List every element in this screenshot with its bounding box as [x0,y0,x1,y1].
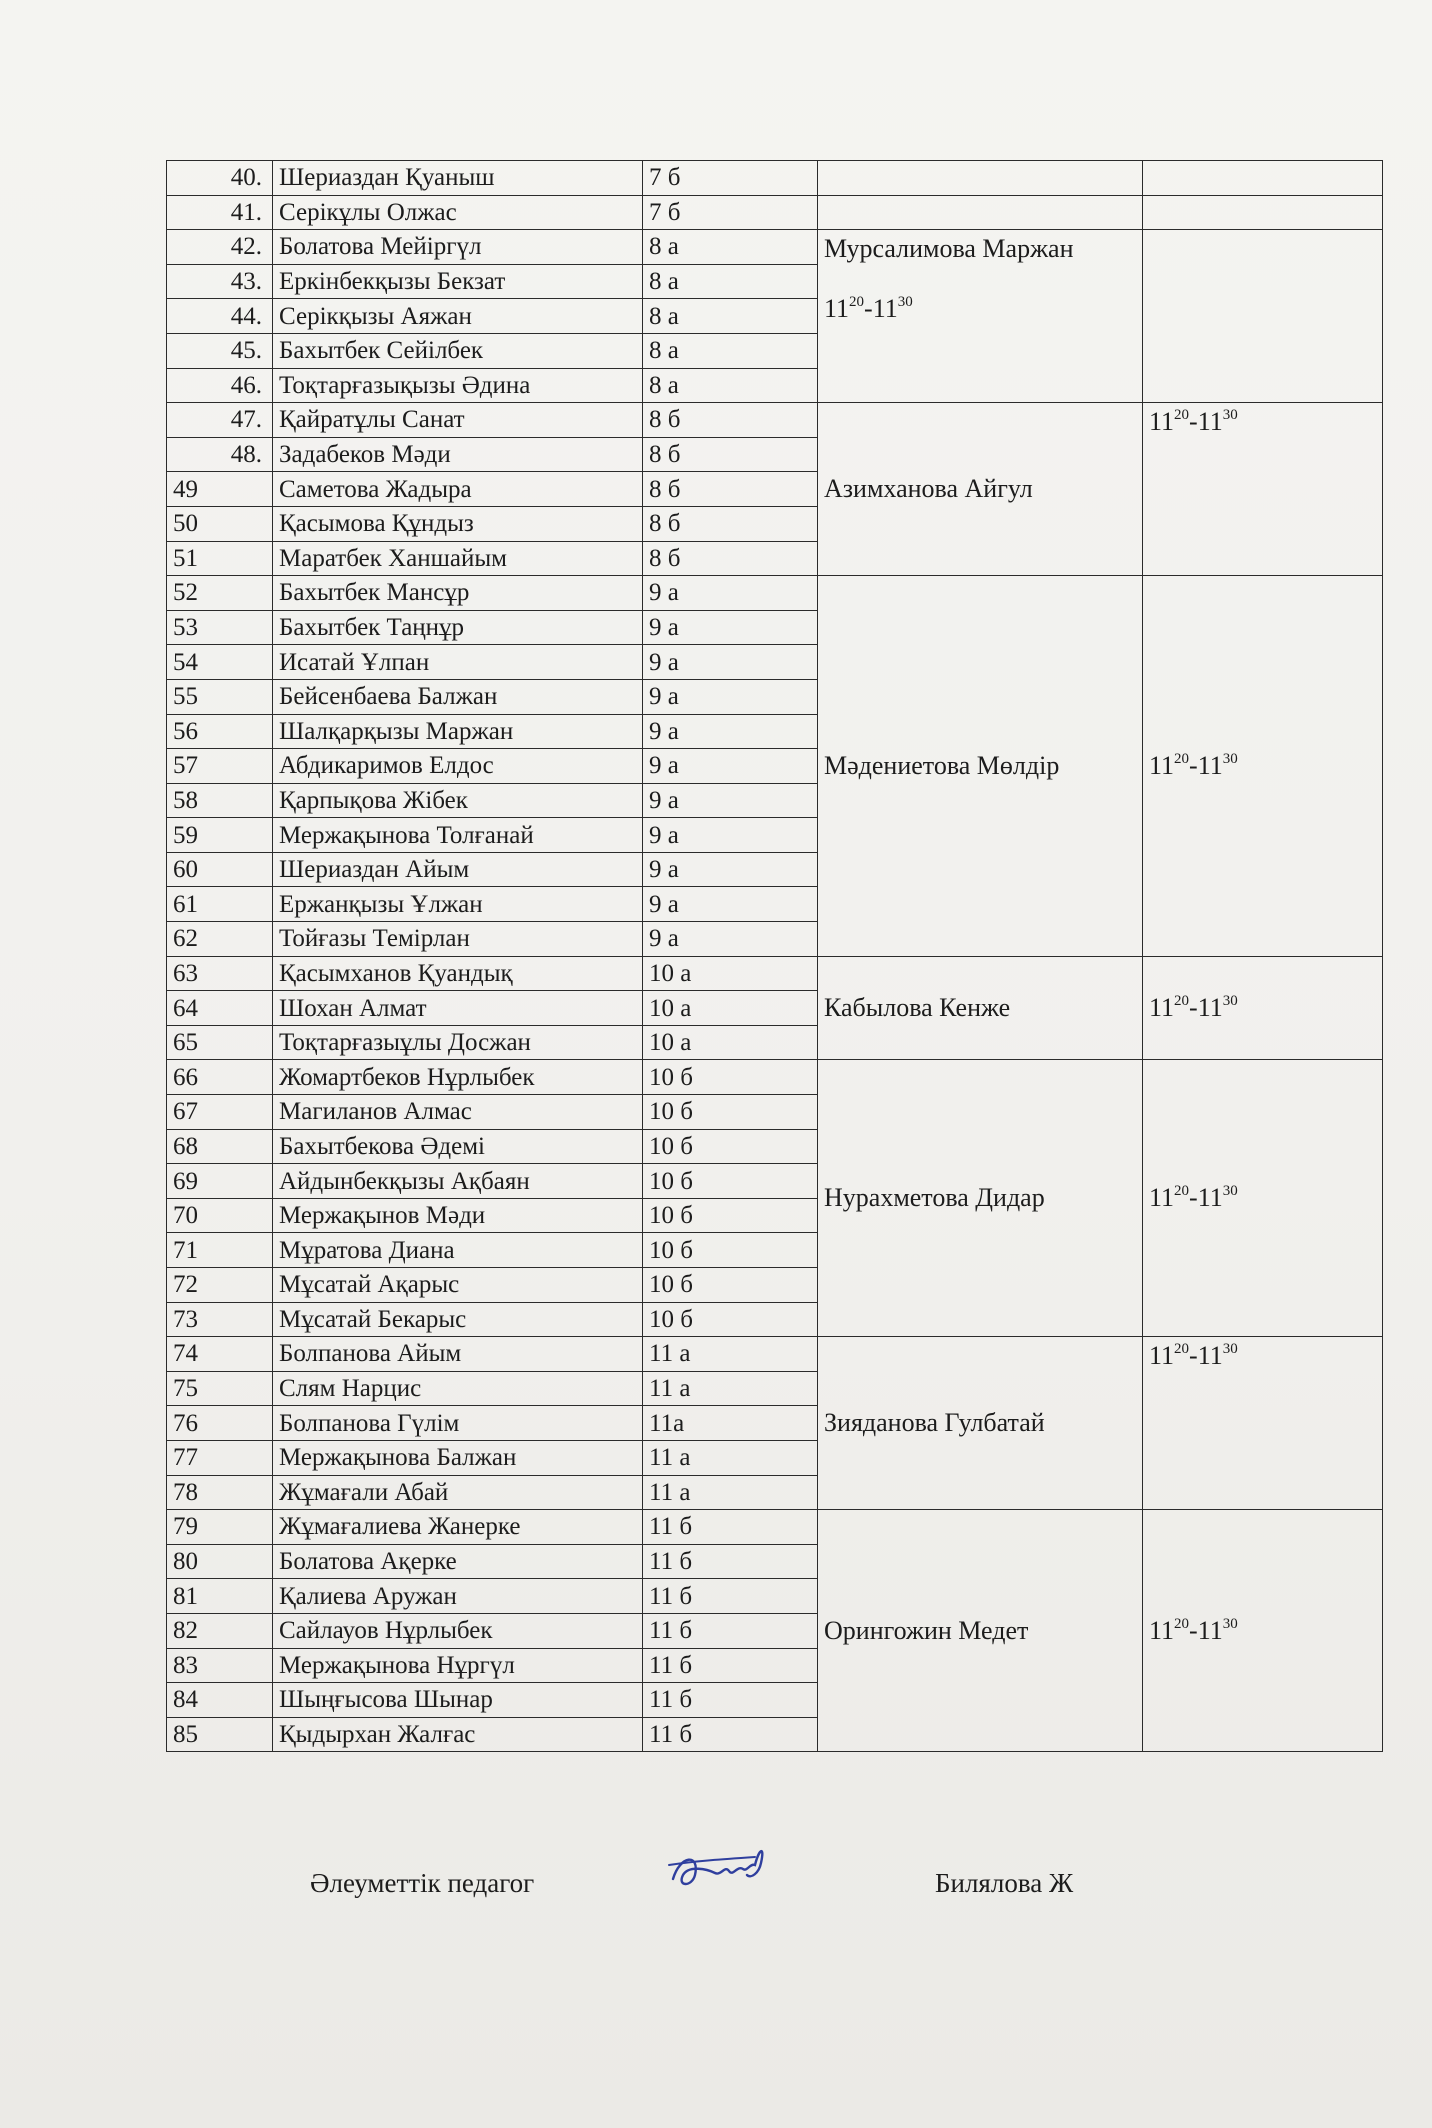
teacher-cell [818,1337,1143,1510]
class-label: 8 а [643,230,818,265]
time-minute-start: 20 [1174,750,1190,767]
class-label: 9 а [643,852,818,887]
class-label: 10 б [643,1233,818,1268]
time-hour-start: 11 [824,294,850,324]
student-name: Задабеков Мәди [273,437,643,472]
footer-surname: Билялова Ж [935,1868,1074,1898]
class-label: 8 б [643,403,818,438]
row-number: 58 [167,783,273,818]
class-label: 7 б [643,195,818,230]
row-number: 49 [167,472,273,507]
time-hour-end: -11 [1189,1183,1223,1213]
student-name: Мержақынова Нұргүл [273,1648,643,1683]
time-hour-start: 11 [1149,1341,1175,1371]
class-label: 8 а [643,333,818,368]
row-number: 42. [167,230,273,265]
class-label: 10 б [643,1164,818,1199]
student-name: Абдикаримов Елдос [273,749,643,784]
class-label: 11 б [643,1648,818,1683]
row-number: 40. [167,161,273,196]
time-hour-end: -11 [1189,407,1223,437]
time-minute-start: 20 [1174,407,1190,424]
student-name: Жомартбеков Нұрлыбек [273,1060,643,1095]
row-number: 52 [167,576,273,611]
time-minute-end: 30 [1222,1183,1238,1200]
class-label: 9 а [643,610,818,645]
row-number: 79 [167,1510,273,1545]
class-label: 10 б [643,1095,818,1130]
table-row [167,195,1383,230]
row-number: 57 [167,749,273,784]
student-roster-table [166,160,1383,1752]
time-cell [1143,1510,1383,1752]
student-name: Шериаздан Айым [273,852,643,887]
row-number: 80 [167,1544,273,1579]
row-number: 65 [167,1025,273,1060]
class-label: 8 б [643,472,818,507]
time-hour-end: -11 [1189,993,1223,1023]
teacher-cell [818,230,1143,403]
student-name: Шыңғысова Шынар [273,1683,643,1718]
class-label: 8 б [643,437,818,472]
class-label: 10 б [643,1129,818,1164]
teacher-cell [818,403,1143,576]
class-label: 9 а [643,576,818,611]
time-cell [1143,161,1383,196]
class-label: 10 а [643,956,818,991]
row-number: 60 [167,852,273,887]
teacher-time [824,296,1136,322]
table-row [167,1337,1383,1372]
class-label: 10 б [643,1198,818,1233]
row-number: 45. [167,333,273,368]
row-number: 50 [167,506,273,541]
time-cell [1143,403,1383,576]
row-number: 77 [167,1440,273,1475]
class-label: 11а [643,1406,818,1441]
row-number: 54 [167,645,273,680]
time-hour-start: 11 [1149,993,1175,1023]
row-number: 51 [167,541,273,576]
teacher-cell [818,195,1143,230]
student-name: Болатова Ақерке [273,1544,643,1579]
time-hour-start: 11 [1149,1615,1175,1645]
student-name: Сайлауов Нұрлыбек [273,1613,643,1648]
class-label: 9 а [643,783,818,818]
student-name: Қасымова Құндыз [273,506,643,541]
class-label: 11 а [643,1371,818,1406]
time-minute-start: 20 [849,294,865,311]
row-number: 44. [167,299,273,334]
class-label: 11 а [643,1337,818,1372]
table-row [167,403,1383,438]
time-minute-end: 30 [897,294,913,311]
student-name: Тоқтарғазыұлы Досжан [273,1025,643,1060]
student-name: Мұратова Диана [273,1233,643,1268]
student-name: Магиланов Алмас [273,1095,643,1130]
class-label: 11 а [643,1440,818,1475]
row-number: 74 [167,1337,273,1372]
student-name: Мержақынова Толғанай [273,818,643,853]
class-label: 9 а [643,645,818,680]
row-number: 68 [167,1129,273,1164]
teacher-cell [818,161,1143,196]
class-label: 9 а [643,749,818,784]
student-name: Бахытбек Мансұр [273,576,643,611]
class-label: 9 а [643,922,818,957]
student-name: Еркінбекқызы Бекзат [273,264,643,299]
class-label: 10 а [643,1025,818,1060]
row-number: 71 [167,1233,273,1268]
class-label: 9 а [643,887,818,922]
class-label: 10 а [643,991,818,1026]
class-label: 11 б [643,1717,818,1752]
student-name: Айдынбекқызы Ақбаян [273,1164,643,1199]
class-label: 10 б [643,1060,818,1095]
footer-role: Әлеуметтік педагог [310,1868,535,1898]
class-label: 11 б [643,1613,818,1648]
class-label: 11 б [643,1579,818,1614]
student-name: Серікұлы Олжас [273,195,643,230]
student-name: Саметова Жадыра [273,472,643,507]
student-name: Бахытбекова Әдемі [273,1129,643,1164]
student-name: Болпанова Айым [273,1337,643,1372]
time-hour-end: -11 [1189,1615,1223,1645]
time-cell [1143,1060,1383,1337]
time-minute-start: 20 [1174,1615,1190,1632]
time-minute-end: 30 [1222,407,1238,424]
row-number: 73 [167,1302,273,1337]
student-name: Мұсатай Бекарыс [273,1302,643,1337]
roster-body [167,161,1383,1752]
teacher-cell [818,1060,1143,1337]
row-number: 83 [167,1648,273,1683]
teacher-name: Мурсалимова Маржан [824,234,1074,264]
class-label: 10 б [643,1268,818,1303]
row-number: 69 [167,1164,273,1199]
student-name: Тоқтарғазықызы Әдина [273,368,643,403]
class-label: 11 а [643,1475,818,1510]
class-label: 8 б [643,541,818,576]
time-cell [1143,195,1383,230]
student-name: Бахытбек Таңнұр [273,610,643,645]
row-number: 46. [167,368,273,403]
student-name: Қайратұлы Санат [273,403,643,438]
row-number: 84 [167,1683,273,1718]
table-row [167,230,1383,265]
signature-image [655,1835,775,1905]
row-number: 56 [167,714,273,749]
student-name: Маратбек Ханшайым [273,541,643,576]
student-name: Болатова Мейіргүл [273,230,643,265]
row-number: 78 [167,1475,273,1510]
time-hour-end: -11 [1189,1341,1223,1371]
row-number: 82 [167,1613,273,1648]
teacher-name: Зияданова Гулбатай [824,1408,1045,1438]
student-name: Мержақынова Балжан [273,1440,643,1475]
class-label: 9 а [643,714,818,749]
class-label: 9 а [643,818,818,853]
row-number: 59 [167,818,273,853]
teacher-name: Орингожин Медет [824,1615,1029,1645]
class-label: 8 а [643,368,818,403]
teacher-cell [818,1510,1143,1752]
teacher-name: Мәдениетова Мөлдір [824,750,1060,780]
row-number: 55 [167,679,273,714]
time-hour-end: -11 [1189,750,1223,780]
row-number: 85 [167,1717,273,1752]
class-label: 9 а [643,679,818,714]
student-name: Қыдырхан Жалғас [273,1717,643,1752]
student-name: Шохан Алмат [273,991,643,1026]
class-label: 7 б [643,161,818,196]
student-name: Слям Нарцис [273,1371,643,1406]
teacher-name: Нурахметова Дидар [824,1183,1045,1213]
table-row [167,576,1383,611]
time-minute-end: 30 [1222,993,1238,1010]
student-name: Бахытбек Сейілбек [273,333,643,368]
student-name: Қалиева Аружан [273,1579,643,1614]
row-number: 76 [167,1406,273,1441]
student-name: Мұсатай Ақарыс [273,1268,643,1303]
row-number: 53 [167,610,273,645]
class-label: 11 б [643,1683,818,1718]
student-name: Мержақынов Мәди [273,1198,643,1233]
student-name: Серікқызы Аяжан [273,299,643,334]
class-label: 8 а [643,299,818,334]
row-number: 66 [167,1060,273,1095]
class-label: 8 б [643,506,818,541]
table-row [167,956,1383,991]
student-name: Шалқарқызы Маржан [273,714,643,749]
time-minute-end: 30 [1222,1341,1238,1358]
row-number: 75 [167,1371,273,1406]
student-name: Қарпықова Жібек [273,783,643,818]
table-row [167,1510,1383,1545]
row-number: 72 [167,1268,273,1303]
student-name: Жұмағали Абай [273,1475,643,1510]
time-minute-end: 30 [1222,750,1238,767]
student-name: Болпанова Гүлім [273,1406,643,1441]
time-hour-end: -11 [864,294,898,324]
time-cell [1143,576,1383,957]
row-number: 48. [167,437,273,472]
class-label: 11 б [643,1510,818,1545]
row-number: 67 [167,1095,273,1130]
time-cell [1143,230,1383,403]
student-name: Исатай Ұлпан [273,645,643,680]
student-name: Жұмағалиева Жанерке [273,1510,643,1545]
student-name: Бейсенбаева Балжан [273,679,643,714]
time-hour-start: 11 [1149,750,1175,780]
teacher-cell [818,956,1143,1060]
row-number: 47. [167,403,273,438]
table-row [167,1060,1383,1095]
row-number: 64 [167,991,273,1026]
teacher-name: Кабылова Кенже [824,993,1011,1023]
row-number: 43. [167,264,273,299]
student-name: Ержанқызы Ұлжан [273,887,643,922]
row-number: 63 [167,956,273,991]
student-name: Тойғазы Темірлан [273,922,643,957]
time-minute-start: 20 [1174,1341,1190,1358]
time-hour-start: 11 [1149,407,1175,437]
row-number: 70 [167,1198,273,1233]
student-name: Қасымханов Қуандық [273,956,643,991]
time-minute-start: 20 [1174,1183,1190,1200]
class-label: 10 б [643,1302,818,1337]
row-number: 81 [167,1579,273,1614]
teacher-name: Азимханова Айгул [824,474,1033,504]
time-cell [1143,1337,1383,1510]
student-name: Шериаздан Қуаныш [273,161,643,196]
class-label: 11 б [643,1544,818,1579]
time-cell [1143,956,1383,1060]
table-row [167,161,1383,196]
row-number: 61 [167,887,273,922]
time-hour-start: 11 [1149,1183,1175,1213]
time-minute-end: 30 [1222,1615,1238,1632]
row-number: 62 [167,922,273,957]
class-label: 8 а [643,264,818,299]
teacher-cell [818,576,1143,957]
time-minute-start: 20 [1174,993,1190,1010]
row-number: 41. [167,195,273,230]
